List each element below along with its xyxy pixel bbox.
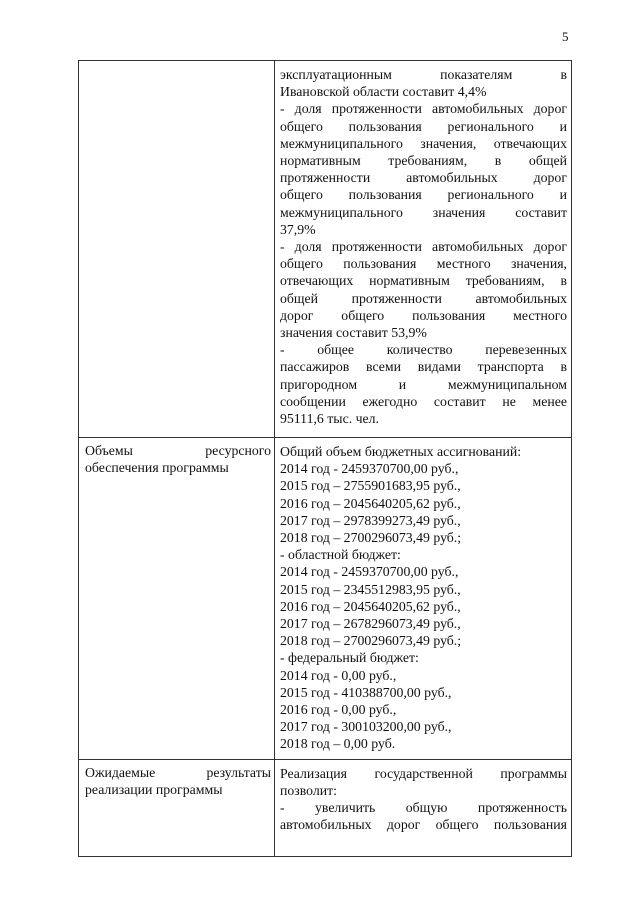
- label-text-line: реализации программы: [85, 781, 223, 797]
- value-text-line: 2016 год – 2045640205,62 руб.,: [280, 598, 461, 614]
- program-passport-table: [78, 60, 572, 857]
- value-text-line: межмуниципального значения составит: [280, 204, 567, 220]
- value-text-line: эксплуатационным показателям в: [280, 67, 567, 82]
- row-value-cell: [275, 438, 572, 760]
- row-value-cell: [275, 61, 572, 438]
- value-text-line: 2016 год - 0,00 руб.,: [280, 702, 397, 718]
- value-text-line: 2015 год - 410388700,00 руб.,: [280, 684, 452, 700]
- value-text-line: отвечающих нормативным требованиям, в: [280, 273, 567, 289]
- value-text-line: общего пользования местного значения,: [280, 256, 567, 272]
- value-text-line: 2014 год - 0,00 руб.,: [280, 667, 397, 683]
- value-text-line: - областной бюджет:: [280, 547, 401, 563]
- value-text-line: 2018 год – 2700296073,49 руб.;: [280, 530, 462, 546]
- row-value-cell: [275, 759, 572, 856]
- value-text-line: 2017 год – 2678296073,49 руб.,: [280, 616, 461, 632]
- value-text-line: 2015 год – 2755901683,95 руб.,: [280, 478, 461, 494]
- value-text-line: общего пользования регионального и: [280, 118, 567, 134]
- row-label: [79, 438, 274, 482]
- value-text-line: общей протяженности автомобильных: [280, 290, 567, 306]
- table-row: [79, 61, 572, 438]
- value-text-line: автомобильных дорог общего пользования: [280, 817, 567, 833]
- value-text-line: позволит:: [280, 782, 337, 798]
- table-row: [79, 438, 572, 760]
- value-text-line: 2015 год – 2345512983,95 руб.,: [280, 581, 461, 597]
- value-text-line: общего пользования регионального и: [280, 187, 567, 203]
- value-text-line: 2014 год - 2459370700,00 руб.,: [280, 564, 459, 580]
- value-text-line: пригородном и межмуниципальном: [280, 376, 567, 392]
- value-text-line: дорог общего пользования местного: [280, 307, 567, 323]
- row-value: [275, 760, 571, 840]
- value-text-line: 2017 год - 300103200,00 руб.,: [280, 719, 452, 735]
- row-label: [79, 760, 274, 804]
- value-text-line: нормативным требованиям, в общей: [280, 153, 567, 169]
- label-text-line: обеспечения программы: [85, 460, 229, 476]
- row-value: [275, 61, 571, 433]
- label-text-line: Объемы ресурсного: [85, 443, 271, 458]
- value-text-line: Ивановской области составит 4,4%: [280, 84, 487, 100]
- value-text-line: протяженности автомобильных дорог: [280, 170, 567, 186]
- value-text-line: значения составит 53,9%: [280, 325, 427, 341]
- value-text-line: 2018 год – 2700296073,49 руб.;: [280, 633, 462, 649]
- value-text-line: 2016 год – 2045640205,62 руб.,: [280, 495, 461, 511]
- value-text-line: сообщении ежегодно составит не менее: [280, 393, 567, 409]
- value-text-line: - доля протяженности автомобильных дорог: [280, 101, 567, 117]
- value-text-line: Реализация государственной программы: [280, 765, 567, 781]
- value-text-line: 37,9%: [280, 221, 316, 237]
- value-text-line: 2017 год – 2978399273,49 руб.,: [280, 512, 461, 528]
- value-text-line: пассажиров всеми видами транспорта в: [280, 359, 567, 375]
- value-text-line: Общий объем бюджетных ассигнований:: [280, 444, 522, 459]
- table-row: [79, 759, 572, 856]
- row-label-cell: [79, 759, 275, 856]
- row-label-cell: [79, 438, 275, 760]
- page-number: 5: [562, 29, 569, 44]
- value-text-line: 95111,6 тыс. чел.: [280, 411, 379, 427]
- row-value: [275, 438, 571, 759]
- label-text-line: Ожидаемые результаты: [85, 764, 271, 780]
- value-text-line: 2018 год – 0,00 руб.: [280, 736, 396, 752]
- value-text-line: межмуниципального значения, отвечающих: [280, 135, 567, 151]
- value-text-line: - общее количество перевезенных: [280, 342, 567, 358]
- value-text-line: 2014 год - 2459370700,00 руб.,: [280, 461, 459, 477]
- row-label: [79, 61, 274, 71]
- value-text-line: - доля протяженности автомобильных дорог: [280, 239, 567, 255]
- value-text-line: - увеличить общую протяженность: [280, 800, 567, 816]
- value-text-line: - федеральный бюджет:: [280, 650, 419, 666]
- row-label-cell: [79, 61, 275, 438]
